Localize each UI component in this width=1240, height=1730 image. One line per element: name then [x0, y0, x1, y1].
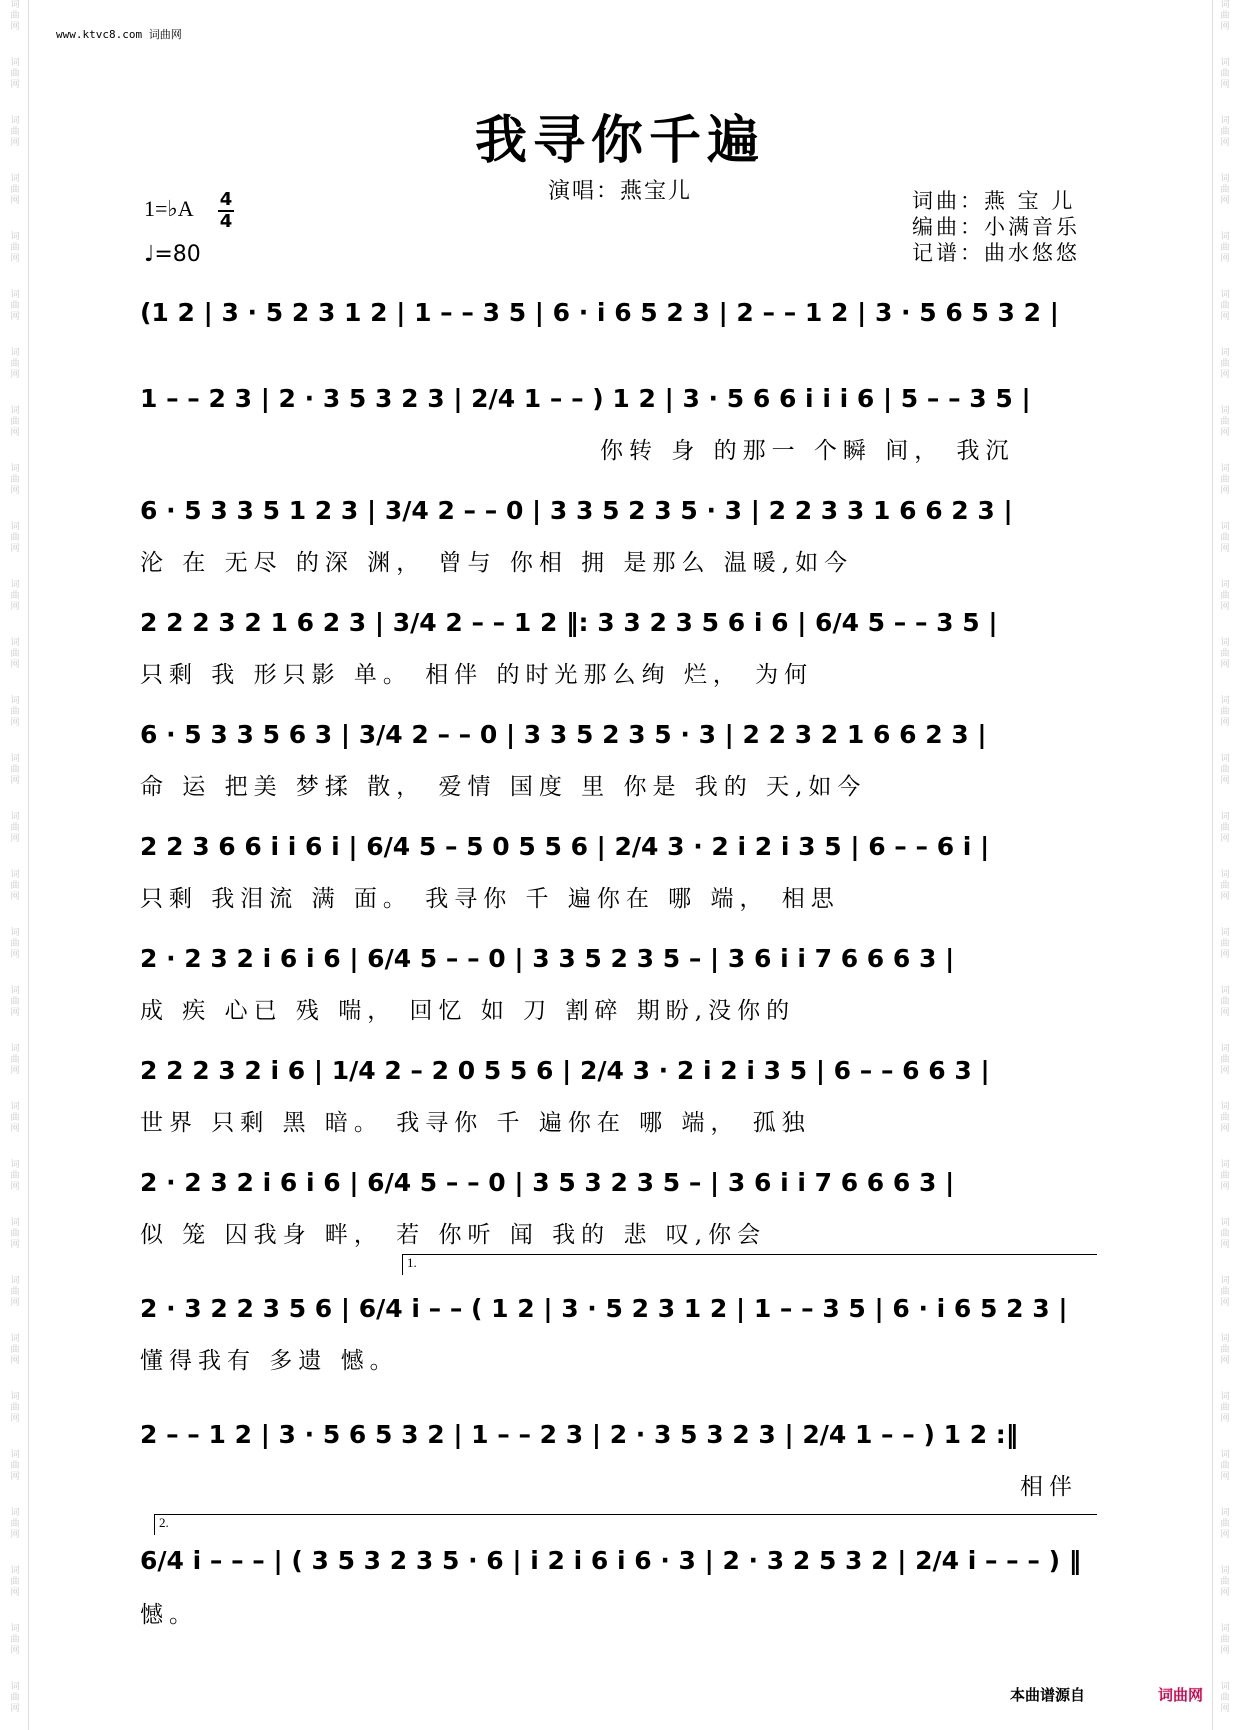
- score-line-3-lyrics: 沦 在 无尽 的深 渊， 曾与 你相 拥 是那么 温暖,如今: [140, 550, 854, 576]
- credit-transcriber: 记谱：曲水悠悠: [912, 241, 1080, 265]
- edge-watermark-mark: 词 曲 网: [1220, 754, 1230, 786]
- score-line-8-notes: 2 2 2 3 2 i 6 | 1/4 2 – 2 0 5 5 6 | 2/4 3 · 2 i 2 i 3 5 | 6 – – 6 6 3 |: [140, 1056, 990, 1085]
- edge-watermark-mark: 词 曲 网: [1220, 290, 1230, 322]
- score-line-4-lyrics: 只剩 我 形只影 单。 相伴 的时光那么绚 烂， 为何: [140, 662, 814, 688]
- edge-watermark-mark: 词 曲 网: [10, 1392, 20, 1424]
- score-line-6-lyrics: 只剩 我泪流 满 面。 我寻你 千 遍你在 哪 端， 相思: [140, 886, 840, 912]
- edge-watermark-mark: 词 曲 网: [10, 1624, 20, 1656]
- edge-watermark-mark: 词 曲 网: [1220, 1392, 1230, 1424]
- left-margin-line: [28, 0, 29, 1730]
- edge-watermark-mark: 词 曲 网: [10, 1044, 20, 1076]
- score-line-7-lyrics: 成 疾 心已 残 喘， 回忆 如 刀 割碎 期盼,没你的: [140, 998, 796, 1024]
- song-title: 我寻你千遍: [474, 110, 765, 171]
- score-line-11-notes: 2 – – 1 2 | 3 · 5 6 5 3 2 | 1 – – 2 3 | 2 · 3 5 3 2 3 | 2/4 1 – – ) 1 2 :‖: [140, 1420, 1019, 1449]
- score-line-9-notes: 2 · 2 3 2 i 6 i 6 | 6/4 5 – – 0 | 3 5 3 2 3 5 – | 3 6 i i 7 6 6 6 3 |: [140, 1168, 955, 1197]
- score-line-12-lyrics: 憾。: [140, 1602, 198, 1628]
- volta-bracket-1: 1.: [402, 1254, 1097, 1275]
- edge-watermark-mark: 词 曲 网: [10, 754, 20, 786]
- edge-watermark-mark: 词 曲 网: [10, 1566, 20, 1598]
- edge-watermark-mark: 词 曲 网: [1220, 58, 1230, 90]
- score-line-12-notes: 6/4 i – – – | ( 3 5 3 2 3 5 · 6 | i 2 i 6 i 6 · 3 | 2 · 3 2 5 3 2 | 2/4 i – – – ) ‖: [140, 1546, 1082, 1575]
- edge-watermark-mark: 词 曲 网: [1220, 1102, 1230, 1134]
- edge-watermark-mark: 词 曲 网: [10, 290, 20, 322]
- edge-watermark-mark: 词 曲 网: [10, 348, 20, 380]
- edge-watermark-mark: 词 曲 网: [10, 1160, 20, 1192]
- score-line-10-lyrics: 懂得我有 多遗 憾。: [140, 1348, 399, 1374]
- score-line-7-notes: 2 · 2 3 2 i 6 i 6 | 6/4 5 – – 0 | 3 3 5 2 3 5 – | 3 6 i i 7 6 6 6 3 |: [140, 944, 955, 973]
- edge-watermark-mark: 词 曲 网: [10, 1334, 20, 1366]
- volta-bracket-2: 2.: [154, 1514, 1097, 1535]
- edge-watermark-mark: 词 曲 网: [1220, 1160, 1230, 1192]
- edge-watermark-mark: 词 曲 网: [1220, 1682, 1230, 1714]
- edge-watermark-mark: 词 曲 网: [10, 986, 20, 1018]
- edge-watermark-mark: 词 曲 网: [10, 58, 20, 90]
- edge-watermark-mark: 词 曲 网: [1220, 1218, 1230, 1250]
- edge-watermark-mark: 词 曲 网: [10, 232, 20, 264]
- edge-watermark-mark: 词 曲 网: [10, 1102, 20, 1134]
- score-line-2-lyrics: 你转 身 的那一 个瞬 间， 我沉: [600, 438, 1015, 464]
- edge-watermark-mark: 词 曲 网: [10, 1508, 20, 1540]
- time-signature: [218, 190, 234, 232]
- edge-watermark-mark: 词 曲 网: [10, 406, 20, 438]
- edge-watermark-mark: 词 曲 网: [1220, 986, 1230, 1018]
- edge-watermark-mark: 词 曲 网: [1220, 116, 1230, 148]
- key-signature: 1=♭A: [144, 196, 194, 221]
- score-line-8-lyrics: 世界 只剩 黑 暗。 我寻你 千 遍你在 哪 端， 孤独: [140, 1110, 811, 1136]
- edge-watermark-mark: 词 曲 网: [1220, 1566, 1230, 1598]
- left-watermark-strip: [2, 0, 28, 1730]
- score-line-6-notes: 2 2 3 6 6 i i 6 i | 6/4 5 – 5 0 5 5 6 | 2/4 3 · 2 i 2 i 3 5 | 6 – – 6 i |: [140, 832, 990, 861]
- edge-watermark-mark: 词 曲 网: [1220, 174, 1230, 206]
- score-line-3-notes: 6 · 5 3 3 5 1 2 3 | 3/4 2 – – 0 | 3 3 5 2 3 5 · 3 | 2 2 3 3 1 6 6 2 3 |: [140, 496, 1013, 525]
- credit-lyrics-composer: 词曲：燕 宝 儿: [912, 189, 1076, 213]
- edge-watermark-mark: 词 曲 网: [10, 696, 20, 728]
- edge-watermark-mark: 词 曲 网: [10, 174, 20, 206]
- edge-watermark-mark: 词 曲 网: [1220, 348, 1230, 380]
- edge-watermark-mark: 词 曲 网: [1220, 464, 1230, 496]
- edge-watermark-mark: 词 曲 网: [1220, 406, 1230, 438]
- score-line-5-notes: 6 · 5 3 3 5 6 3 | 3/4 2 – – 0 | 3 3 5 2 3 5 · 3 | 2 2 3 2 1 6 6 2 3 |: [140, 720, 987, 749]
- edge-watermark-mark: 词 曲 网: [10, 116, 20, 148]
- edge-watermark-mark: 词 曲 网: [10, 1450, 20, 1482]
- edge-watermark-mark: 词 曲 网: [1220, 1624, 1230, 1656]
- edge-watermark-mark: 词 曲 网: [10, 1218, 20, 1250]
- edge-watermark-mark: 词 曲 网: [1220, 522, 1230, 554]
- edge-watermark-mark: 词 曲 网: [10, 638, 20, 670]
- edge-watermark-mark: 词 曲 网: [1220, 1334, 1230, 1366]
- edge-watermark-mark: 词 曲 网: [10, 1276, 20, 1308]
- edge-watermark-mark: 词 曲 网: [1220, 928, 1230, 960]
- credit-arranger: 编曲：小满音乐: [912, 215, 1080, 239]
- edge-watermark-mark: 词 曲 网: [1220, 1508, 1230, 1540]
- edge-watermark-mark: 词 曲 网: [10, 580, 20, 612]
- edge-watermark-mark: 词 曲 网: [10, 464, 20, 496]
- edge-watermark-mark: 词 曲 网: [10, 522, 20, 554]
- score-line-10-notes: 2 · 3 2 2 3 5 6 | 6/4 i – – ( 1 2 | 3 · 5 2 3 1 2 | 1 – – 3 5 | 6 · i 6 5 2 3 |: [140, 1294, 1068, 1323]
- singer-line: 演唱：燕宝儿: [547, 179, 692, 204]
- score-line-5-lyrics: 命 运 把美 梦揉 散， 爱情 国度 里 你是 我的 天,如今: [140, 774, 867, 800]
- right-watermark-strip: [1212, 0, 1238, 1730]
- edge-watermark-mark: 词 曲 网: [1220, 1276, 1230, 1308]
- edge-watermark-mark: 词 曲 网: [1220, 696, 1230, 728]
- edge-watermark-mark: 词 曲 网: [1220, 0, 1230, 32]
- score-line-4-notes: 2 2 2 3 2 1 6 2 3 | 3/4 2 – – 1 2 ‖: 3 3 2 3 5 6 i 6 | 6/4 5 – – 3 5 |: [140, 608, 998, 637]
- edge-watermark-mark: 词 曲 网: [10, 928, 20, 960]
- edge-watermark-mark: 词 曲 网: [1220, 638, 1230, 670]
- edge-watermark-mark: 词 曲 网: [1220, 870, 1230, 902]
- score-line-11-lyrics: 相伴: [1020, 1474, 1078, 1500]
- edge-watermark-mark: 词 曲 网: [10, 870, 20, 902]
- score-line-1-notes: (1 2 | 3 · 5 2 3 1 2 | 1 – – 3 5 | 6 · i 6 5 2 3 | 2 – – 1 2 | 3 · 5 6 5 3 2 |: [140, 298, 1059, 327]
- credits-block: [912, 188, 1080, 266]
- edge-watermark-mark: 词 曲 网: [10, 1682, 20, 1714]
- score-line-9-lyrics: 似 笼 囚我身 畔， 若 你听 闻 我的 悲 叹,你会: [140, 1222, 767, 1248]
- score-line-2-notes: 1 – – 2 3 | 2 · 3 5 3 2 3 | 2/4 1 – – ) 1 2 | 3 · 5 6 6 i i i 6 | 5 – – 3 5 |: [140, 384, 1031, 413]
- edge-watermark-mark: 词 曲 网: [1220, 1450, 1230, 1482]
- time-signature-numerator: 4: [219, 189, 233, 210]
- edge-watermark-mark: 词 曲 网: [1220, 812, 1230, 844]
- footer-source-label: 本曲谱源自: [1010, 1686, 1086, 1704]
- edge-watermark-mark: 词 曲 网: [1220, 232, 1230, 264]
- tempo-marking: ♩=80: [144, 242, 201, 267]
- time-signature-denominator: 4: [219, 211, 233, 232]
- edge-watermark-mark: 词 曲 网: [10, 0, 20, 32]
- edge-watermark-mark: 词 曲 网: [1220, 580, 1230, 612]
- edge-watermark-mark: 词 曲 网: [10, 812, 20, 844]
- edge-watermark-mark: 词 曲 网: [1220, 1044, 1230, 1076]
- footer-brand-label[interactable]: 词曲网: [1158, 1686, 1204, 1704]
- site-label: www.ktvc8.com 词曲网: [56, 28, 182, 41]
